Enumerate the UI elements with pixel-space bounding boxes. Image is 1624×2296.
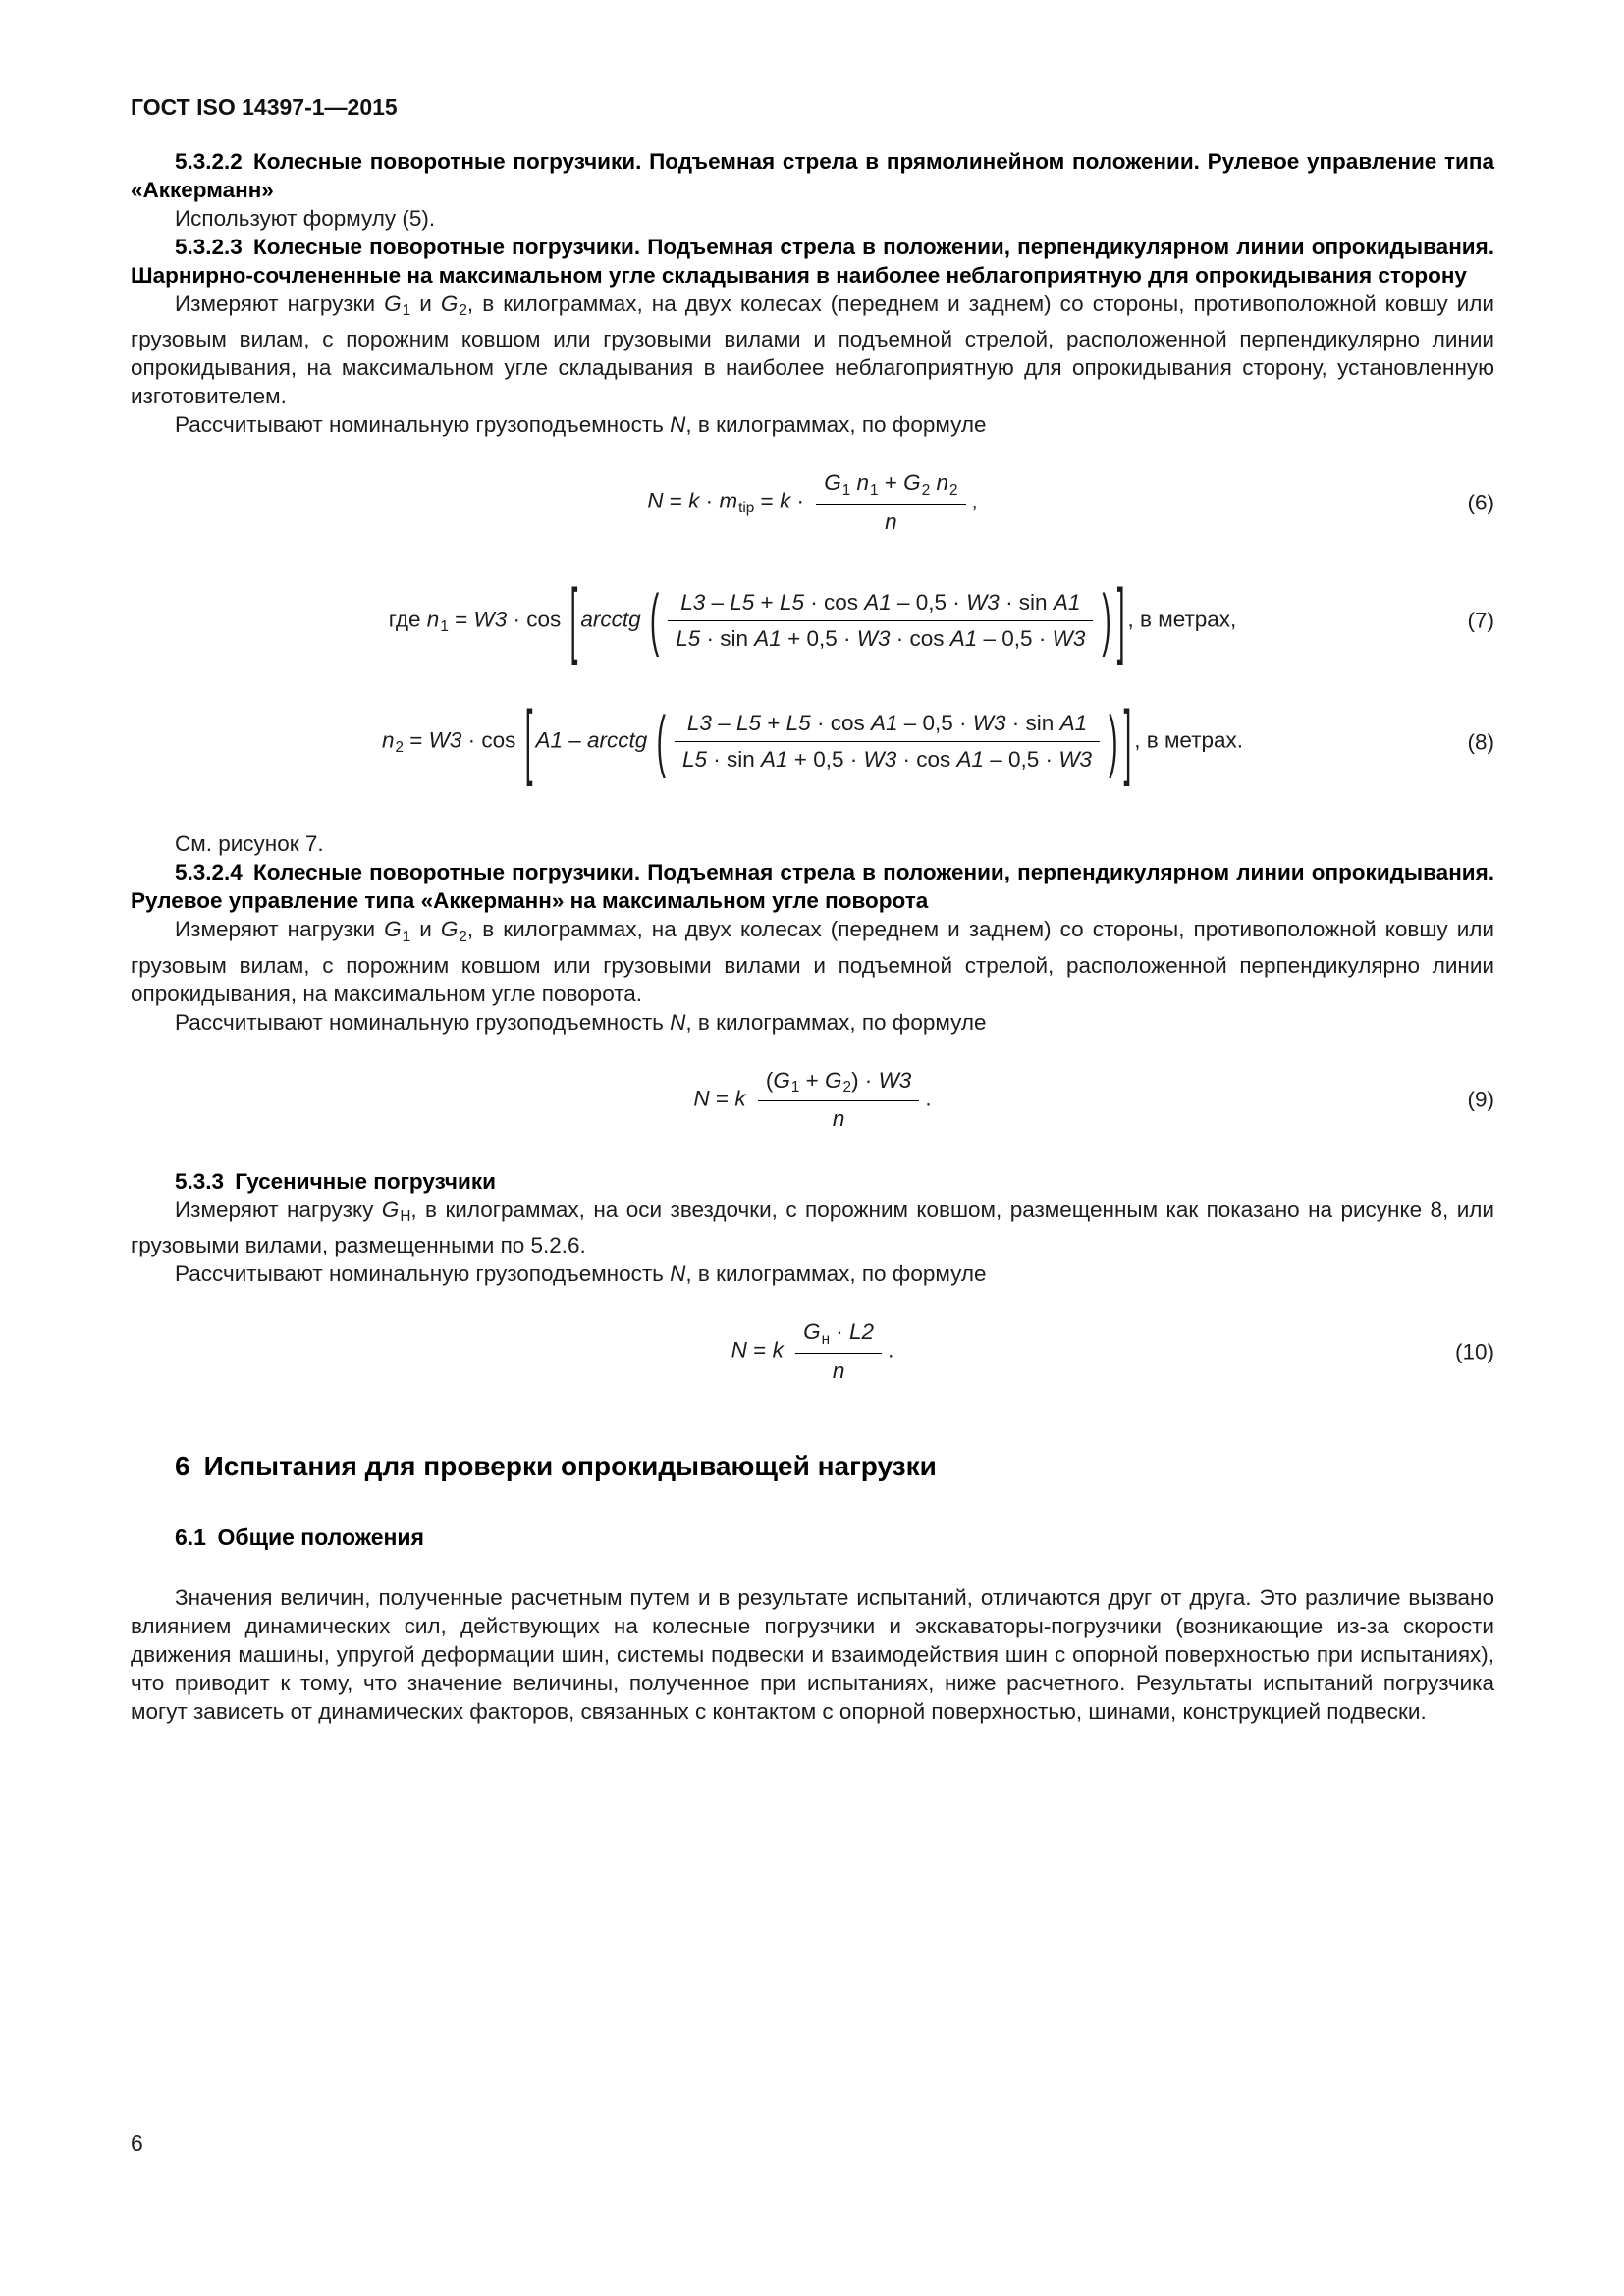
formula-token: + 0,5 · <box>781 625 857 651</box>
formula-10 <box>731 1317 894 1386</box>
formula-token: Рассчитывают номинальную грузоподъемность <box>175 1261 671 1287</box>
formula-9 <box>693 1066 931 1135</box>
formula-token: L5 <box>681 747 707 773</box>
equation-number-10: (10) <box>1454 1339 1494 1364</box>
formula-token: · cos <box>507 607 568 632</box>
formula-token: = <box>404 727 429 753</box>
paragraph-use-formula-5: Используют формулу (5). <box>175 206 436 231</box>
formula-token: L5 <box>730 589 755 614</box>
formula-token: + <box>754 589 780 614</box>
paragraph-measure-5-3-3 <box>131 1196 1494 1259</box>
formula-token: n <box>856 470 869 496</box>
formula-token: N <box>670 412 686 438</box>
formula-token: – 0,5 · <box>984 747 1059 773</box>
formula-token <box>784 1338 789 1362</box>
formula-token: ( <box>649 581 660 658</box>
formula-token: ) <box>1109 702 1118 779</box>
formula-token: , в килограммах, на двух колесах (переднем и заднем) со стороны, противоположной ковшу или грузовым вилам, с порожним ковшом или грузовыми вилами и подъемной стрелой, расположенной перпендикулярно линии опрокидывания, на максимальном угле поворота. <box>131 917 1494 1006</box>
formula-token: n <box>936 470 948 496</box>
paragraph-6-1: Значения величин, полученные расчетным путем и в результате испытаний, отличаются друг от друга. Это различие вызвано влиянием динамических сил, действующих на колесные погрузчики и экскаваторы-погрузчики (возникающие из-за скорости движения машины, упругой деформации шин, системы подвески и взаимодействия шин с опорной поверхностью при испытаниях), что приводит к тому, что значение величины, полученное при испытаниях, ниже расчетного. Результаты испытаний погрузчика могут зависеть от динамических факторов, связанных с контактом с опорной поверхностью, шинами, конструкцией подвески. <box>131 1584 1494 1724</box>
formula-token: , <box>971 488 978 513</box>
formula-token: и <box>410 292 441 316</box>
formula-token: n <box>426 607 440 632</box>
formula-6 <box>647 468 978 537</box>
heading-section-6: 6 Испытания для проверки опрокидывающей нагрузки <box>175 1450 937 1481</box>
formula-token: 2 <box>459 928 467 945</box>
formula-token: 1 <box>841 481 851 499</box>
formula-token: k <box>779 488 791 513</box>
formula-token: · cos <box>890 625 950 651</box>
formula-token: Н <box>400 1208 411 1226</box>
formula-token: 1 <box>440 617 449 635</box>
formula-token: G <box>903 470 921 496</box>
formula-token: · cos <box>461 727 522 753</box>
paragraph-calc-5-3-2-3 <box>131 410 1494 439</box>
formula-token: · sin <box>1005 711 1060 736</box>
formula-token: G <box>440 917 459 942</box>
formula-token: [ <box>569 572 578 666</box>
formula-7 <box>388 572 1237 666</box>
formula-token: · <box>699 488 720 513</box>
fraction <box>795 1317 882 1386</box>
formula-token: + <box>878 470 904 496</box>
formula-token: A1 <box>949 625 978 651</box>
formula-token: L5 <box>785 711 811 736</box>
denominator <box>816 505 965 537</box>
formula-token: L5 <box>735 711 762 736</box>
formula-token: A1 <box>956 747 985 773</box>
denominator <box>758 1101 919 1134</box>
formula-token: k <box>734 1086 746 1111</box>
formula-token: W3 <box>1052 625 1086 651</box>
formula-token: – <box>711 711 736 736</box>
formula-token: · cos <box>810 711 871 736</box>
formula-token: G <box>384 917 402 942</box>
formula-token: W3 <box>878 1067 912 1093</box>
formula-7-row <box>131 572 1494 666</box>
formula-token: G <box>773 1067 790 1093</box>
formula-token: . <box>888 1338 894 1363</box>
formula-token: A1 <box>761 747 788 773</box>
paragraph-see-figure-7: См. рисунок 7. <box>175 831 324 857</box>
formula-token: tip <box>738 500 755 517</box>
formula-token: 2 <box>842 1078 852 1095</box>
denominator <box>675 742 1100 774</box>
fraction <box>675 709 1100 774</box>
denominator <box>668 621 1093 654</box>
paragraph-measure-5-3-2-3 <box>131 290 1494 410</box>
formula-8-row <box>131 693 1494 787</box>
formula-token: N <box>693 1086 710 1111</box>
formula-token: , в килограммах, на двух колесах (переднем и заднем) со стороны, противоположной ковшу или грузовым вилам, с порожним ковшом или грузовыми вилами и подъемной стрелой, расположенной перпендикулярно линии опрокидывания, на максимальном угле складывания в наиболее неблагоприятную для опрокидывания сторону, установленную изготовителем. <box>131 292 1494 409</box>
formula-token: L5 <box>676 625 701 651</box>
formula-token: 1 <box>870 481 879 499</box>
formula-token: W3 <box>972 711 1006 736</box>
document-header: ГОСТ ISO 14397-1—2015 <box>131 94 398 120</box>
formula-token: L3 <box>686 711 712 736</box>
formula-10-row <box>131 1317 1494 1386</box>
formula-token <box>746 1086 752 1110</box>
heading-5-3-2-2: 5.3.2.2 Колесные поворотные погрузчики. Подъемная стрела в прямолинейном положении. Рулевое управление типа «Аккерманн» <box>131 149 1494 202</box>
formula-token: · cos <box>803 589 865 614</box>
formula-token: N <box>670 1009 686 1035</box>
formula-token: 2 <box>921 481 931 499</box>
page-number: 6 <box>131 2130 143 2156</box>
numerator <box>758 1066 919 1101</box>
formula-token: – 0,5 · <box>891 589 967 614</box>
formula-token: , в метрах. <box>1134 727 1244 753</box>
heading-5-3-3: 5.3.3 Гусеничные погрузчики <box>175 1169 496 1195</box>
formula-token: A1 <box>870 711 898 736</box>
formula-token: Измеряют нагрузки <box>175 292 385 316</box>
formula-token: – <box>705 589 731 614</box>
formula-token: A1 <box>1053 589 1081 614</box>
formula-token: A1 <box>1059 711 1088 736</box>
formula-token: L5 <box>779 589 804 614</box>
formula-token: , в килограммах, на оси звездочки, с порожним ковшом, размещенным как показано на рисунке 8, или грузовыми вилами, размещенными по 5.2.6. <box>131 1198 1494 1258</box>
heading-5-3-2-3: 5.3.2.3 Колесные поворотные погрузчики. Подъемная стрела в положении, перпендикулярном линии опрокидывания. Шарнирно-сочлененные на максимальном угле складывания в наиболее неблагоприятную для опрокидывания сторону <box>131 235 1494 288</box>
formula-token: ( <box>656 702 666 779</box>
formula-token: N <box>647 488 664 513</box>
formula-token: · sin <box>700 625 755 651</box>
numerator <box>795 1317 882 1353</box>
formula-token: ] <box>1123 693 1132 787</box>
formula-token: k <box>688 488 700 513</box>
formula-token: 2 <box>948 481 958 499</box>
formula-token: = <box>746 1338 773 1363</box>
formula-token: n <box>832 1105 845 1131</box>
formula-token: 2 <box>459 302 467 320</box>
formula-token: arcctg <box>587 727 648 753</box>
formula-token: = <box>754 488 780 513</box>
formula-token: W3 <box>473 607 508 632</box>
formula-token: = <box>709 1086 735 1111</box>
formula-token: ) <box>1102 581 1111 658</box>
formula-token: m <box>719 488 738 513</box>
formula-token: 1 <box>790 1078 800 1095</box>
formula-token: – <box>563 727 588 753</box>
formula-token: G <box>384 292 402 316</box>
formula-token: [ <box>524 693 533 787</box>
formula-token: G <box>825 1067 842 1093</box>
formula-token: · sin <box>999 589 1054 614</box>
page-content <box>131 147 1494 1726</box>
paragraph-measure-5-3-2-4 <box>131 915 1494 1007</box>
formula-token: n <box>381 727 395 753</box>
heading-6-1: 6.1 Общие положения <box>175 1523 424 1550</box>
formula-token: 2 <box>395 738 404 756</box>
formula-token: G <box>440 292 459 316</box>
equation-number-7: (7) <box>1467 608 1494 633</box>
formula-token: Измеряют нагрузки <box>175 917 385 942</box>
fraction <box>668 588 1093 654</box>
formula-token: + <box>761 711 786 736</box>
formula-token: + 0,5 · <box>787 747 864 773</box>
formula-token: 1 <box>402 928 411 945</box>
formula-token: k <box>772 1338 784 1363</box>
formula-token: n <box>832 1358 845 1383</box>
formula-token: · cos <box>896 747 957 773</box>
formula-token: W3 <box>863 747 897 773</box>
formula-token: G <box>824 470 841 496</box>
formula-token: . <box>925 1086 932 1111</box>
formula-token: = <box>448 607 474 632</box>
formula-token: , в килограммах, по формуле <box>685 1261 987 1287</box>
formula-token: – 0,5 · <box>977 625 1053 651</box>
formula-token: Рассчитывают номинальную грузоподъемность <box>175 412 671 438</box>
formula-token: и <box>410 917 441 942</box>
formula-6-row <box>131 468 1494 537</box>
formula-token: · sin <box>707 747 762 773</box>
formula-token: G <box>381 1198 400 1223</box>
formula-8 <box>381 693 1244 787</box>
formula-token: + <box>799 1067 826 1093</box>
formula-token: – 0,5 · <box>897 711 973 736</box>
formula-token: , в метрах, <box>1127 607 1237 632</box>
formula-token: где <box>388 607 427 632</box>
formula-token: Рассчитывают номинальную грузоподъемность <box>175 1009 671 1035</box>
formula-token: ) · <box>851 1067 879 1093</box>
fraction <box>758 1066 919 1135</box>
denominator <box>795 1354 882 1386</box>
equation-number-6: (6) <box>1467 490 1494 515</box>
numerator <box>675 709 1100 742</box>
formula-token: L2 <box>849 1319 875 1345</box>
formula-token: W3 <box>1058 747 1093 773</box>
fraction <box>816 468 965 537</box>
equation-number-8: (8) <box>1467 729 1494 755</box>
formula-token: н <box>821 1330 831 1348</box>
formula-token: G <box>803 1319 821 1345</box>
formula-token: W3 <box>966 589 1000 614</box>
numerator <box>668 588 1093 621</box>
formula-token: L3 <box>680 589 706 614</box>
formula-9-row <box>131 1066 1494 1135</box>
formula-token: W3 <box>428 727 462 753</box>
formula-token: arcctg <box>580 607 641 632</box>
heading-5-3-2-4: 5.3.2.4 Колесные поворотные погрузчики. Подъемная стрела в положении, перпендикулярном линии опрокидывания. Рулевое управление типа «Аккерманн» на максимальном угле поворота <box>131 860 1494 914</box>
formula-token: n <box>885 508 897 534</box>
formula-token: , в килограммах, по формуле <box>685 412 987 438</box>
formula-token: 1 <box>402 302 411 320</box>
formula-token: ( <box>765 1067 774 1093</box>
equation-number-9: (9) <box>1467 1087 1494 1112</box>
paragraph-calc-5-3-3 <box>131 1259 1494 1288</box>
paragraph-calc-5-3-2-4 <box>131 1008 1494 1037</box>
formula-token: W3 <box>856 625 891 651</box>
formula-token: Измеряют нагрузку <box>175 1198 382 1223</box>
formula-token: A1 <box>754 625 782 651</box>
formula-token: , в килограммах, по формуле <box>685 1009 987 1035</box>
numerator <box>816 468 965 504</box>
formula-token: = <box>663 488 689 513</box>
formula-token: ] <box>1116 572 1125 666</box>
formula-token: · <box>790 488 811 513</box>
formula-token: N <box>670 1261 686 1287</box>
formula-token: · <box>830 1319 850 1345</box>
formula-token: N <box>731 1338 747 1363</box>
formula-token: A1 <box>864 589 892 614</box>
formula-token: A1 <box>535 727 564 753</box>
